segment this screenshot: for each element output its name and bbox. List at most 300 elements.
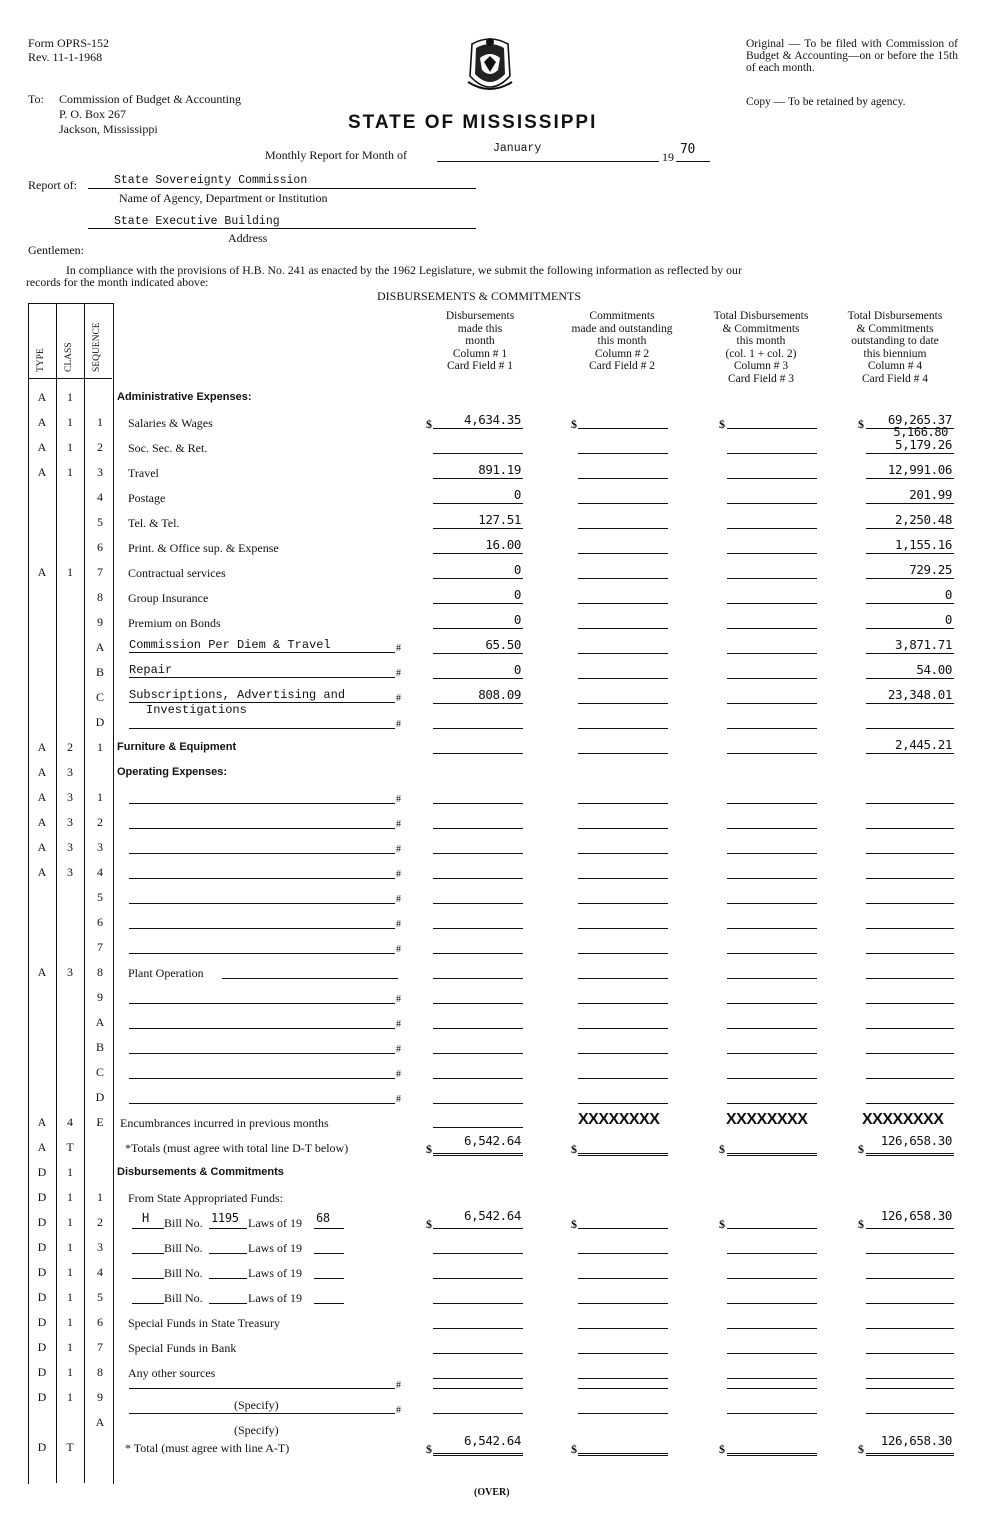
row-type: A bbox=[37, 815, 47, 829]
row-typed-label-2: Investigations bbox=[146, 703, 247, 717]
col3-h3: (col. 1 + col. 2) bbox=[725, 347, 797, 360]
row-sequence: 4 bbox=[97, 865, 103, 879]
col2-line[interactable] bbox=[578, 1028, 668, 1029]
col3-line[interactable] bbox=[727, 703, 817, 704]
col3-line[interactable] bbox=[727, 1078, 817, 1079]
col4-line[interactable] bbox=[866, 553, 954, 554]
hash-icon: # bbox=[396, 994, 401, 1005]
col3-line[interactable] bbox=[727, 1103, 817, 1104]
col1-line[interactable] bbox=[433, 453, 523, 454]
crossed-out-field: XXXXXXXX bbox=[578, 1111, 660, 1128]
address-value: State Executive Building bbox=[114, 215, 280, 228]
row-sequence: B bbox=[95, 665, 104, 679]
col3-line[interactable] bbox=[727, 1328, 817, 1329]
row-sequence: 6 bbox=[97, 540, 103, 554]
col4-line[interactable] bbox=[866, 578, 954, 579]
hash-icon: # bbox=[396, 719, 401, 730]
row-class: 1 bbox=[67, 1315, 73, 1329]
table-row bbox=[0, 386, 984, 411]
row-sequence: 6 bbox=[97, 915, 103, 929]
description-line[interactable] bbox=[129, 1053, 395, 1054]
table-row bbox=[0, 536, 984, 561]
col2-line[interactable] bbox=[578, 628, 668, 629]
col2-line[interactable] bbox=[578, 653, 668, 654]
col4-line[interactable] bbox=[866, 853, 954, 854]
col2-line[interactable] bbox=[578, 953, 668, 954]
row-type: A bbox=[37, 415, 47, 429]
specify-line[interactable] bbox=[129, 1413, 395, 1414]
col1-value: 6,542.64 bbox=[463, 1208, 521, 1223]
col2-line[interactable] bbox=[578, 1303, 668, 1304]
col1-line[interactable] bbox=[433, 1028, 523, 1029]
compliance-line2: records for the month indicated above: bbox=[26, 275, 209, 289]
col4-value: 2,445.21 bbox=[894, 737, 952, 752]
col1-line[interactable] bbox=[433, 1453, 523, 1456]
col3-line[interactable] bbox=[727, 1253, 817, 1254]
col1-value: 0 bbox=[513, 662, 521, 677]
description-line[interactable] bbox=[129, 728, 395, 729]
col1-h3: Column # 1 bbox=[452, 347, 508, 360]
row-class: 1 bbox=[67, 1190, 73, 1204]
col3-line[interactable] bbox=[727, 628, 817, 629]
col2-line[interactable] bbox=[578, 828, 668, 829]
specify-caption: (Specify) bbox=[234, 1423, 279, 1437]
col2-line[interactable] bbox=[578, 503, 668, 504]
col4-line[interactable] bbox=[866, 1328, 954, 1329]
table-row bbox=[0, 986, 984, 1011]
description-line[interactable] bbox=[129, 878, 395, 879]
description-line[interactable] bbox=[129, 903, 395, 904]
col1-line[interactable] bbox=[433, 1003, 523, 1004]
col1-line[interactable] bbox=[433, 653, 523, 654]
col4-line[interactable] bbox=[866, 478, 954, 479]
col2-line[interactable] bbox=[578, 1453, 668, 1456]
col2-line[interactable] bbox=[578, 1003, 668, 1004]
table-row bbox=[0, 711, 984, 736]
col4-line[interactable] bbox=[866, 928, 954, 929]
description-line[interactable] bbox=[129, 1103, 395, 1104]
form-revision: Rev. 11-1-1968 bbox=[28, 50, 103, 64]
row-type: D bbox=[37, 1190, 47, 1204]
col4-line[interactable] bbox=[866, 978, 954, 979]
col3-line[interactable] bbox=[727, 1388, 817, 1389]
row-sequence: 5 bbox=[97, 890, 103, 904]
table-row bbox=[0, 486, 984, 511]
description-line[interactable] bbox=[129, 677, 395, 678]
row-type: A bbox=[37, 390, 47, 404]
description-line[interactable] bbox=[129, 652, 395, 653]
col3-line[interactable] bbox=[727, 1378, 817, 1379]
address-field bbox=[88, 214, 476, 229]
compliance-line1: In compliance with the provisions of H.B. No. 241 as enacted by the 1962 Legislature, we submit the following information as reflected by our bbox=[66, 263, 742, 277]
col1-value: 6,542.64 bbox=[463, 1433, 521, 1448]
col2-line[interactable] bbox=[578, 1053, 668, 1054]
col4-line[interactable] bbox=[866, 628, 954, 629]
row-sequence: C bbox=[95, 1065, 104, 1079]
laws-label: Laws of 19 bbox=[248, 1241, 302, 1255]
col3-line[interactable] bbox=[727, 803, 817, 804]
col1-line[interactable] bbox=[433, 1328, 523, 1329]
col4-line[interactable] bbox=[866, 1303, 954, 1304]
laws-label: Laws of 19 bbox=[248, 1266, 302, 1280]
col1-line[interactable] bbox=[433, 1353, 523, 1354]
col2-line[interactable] bbox=[578, 853, 668, 854]
col3-line[interactable] bbox=[727, 953, 817, 954]
col2-line[interactable] bbox=[578, 1153, 668, 1156]
row-label: Salaries & Wages bbox=[128, 416, 213, 430]
plant-operation-line[interactable] bbox=[222, 978, 398, 979]
dollar-sign: $ bbox=[719, 1442, 725, 1456]
col1-line[interactable] bbox=[433, 953, 523, 954]
col2-line[interactable] bbox=[578, 428, 668, 429]
row-class: 1 bbox=[67, 1215, 73, 1229]
col1-line[interactable] bbox=[433, 753, 523, 754]
col1-line[interactable] bbox=[433, 678, 523, 679]
col1-line[interactable] bbox=[433, 628, 523, 629]
col2-line[interactable] bbox=[578, 803, 668, 804]
row-sequence: 6 bbox=[97, 1315, 103, 1329]
col1-line[interactable] bbox=[433, 703, 523, 704]
col4-line[interactable] bbox=[866, 1003, 954, 1004]
col4-line[interactable] bbox=[866, 753, 954, 754]
crossed-out-field: XXXXXXXX bbox=[862, 1111, 944, 1128]
col2-line[interactable] bbox=[578, 1253, 668, 1254]
col4-line[interactable] bbox=[866, 1413, 954, 1414]
col1-line[interactable] bbox=[433, 1053, 523, 1054]
col3-header bbox=[694, 310, 828, 385]
col3-line[interactable] bbox=[727, 603, 817, 604]
row-sequence: 1 bbox=[97, 740, 103, 754]
col2-line[interactable] bbox=[578, 1388, 668, 1389]
table-row bbox=[0, 786, 984, 811]
dollar-sign: $ bbox=[719, 1217, 725, 1231]
col4-line[interactable] bbox=[866, 1078, 954, 1079]
dollar-sign: $ bbox=[571, 1217, 577, 1231]
col1-line[interactable] bbox=[433, 1228, 523, 1229]
col2-line[interactable] bbox=[578, 678, 668, 679]
dollar-sign: $ bbox=[719, 417, 725, 431]
row-label: Any other sources bbox=[128, 1366, 216, 1380]
col1-line[interactable] bbox=[433, 1278, 523, 1279]
bill-prefix-line[interactable] bbox=[132, 1278, 164, 1279]
bill-prefix-line[interactable] bbox=[132, 1303, 164, 1304]
description-line[interactable] bbox=[129, 702, 395, 703]
bill-prefix-line[interactable] bbox=[132, 1253, 164, 1254]
col4-line[interactable] bbox=[866, 603, 954, 604]
col4-line[interactable] bbox=[866, 1378, 954, 1379]
col1-line[interactable] bbox=[433, 878, 523, 879]
col3-line[interactable] bbox=[727, 753, 817, 754]
col3-line[interactable] bbox=[727, 828, 817, 829]
row-class: 1 bbox=[67, 390, 73, 404]
table-row bbox=[0, 1236, 984, 1261]
description-line[interactable] bbox=[129, 953, 395, 954]
col2-line[interactable] bbox=[578, 453, 668, 454]
col4-line[interactable] bbox=[866, 503, 954, 504]
col3-line[interactable] bbox=[727, 1413, 817, 1414]
table-row bbox=[0, 811, 984, 836]
col3-line[interactable] bbox=[727, 1303, 817, 1304]
col3-line[interactable] bbox=[727, 503, 817, 504]
year-prefix: 19 bbox=[662, 150, 674, 164]
col1-line[interactable] bbox=[433, 603, 523, 604]
table-row bbox=[0, 1133, 984, 1161]
row-heading: Disbursements & Commitments bbox=[117, 1166, 284, 1178]
address-caption: Address bbox=[228, 231, 268, 245]
hash-icon: # bbox=[396, 894, 401, 905]
col1-line[interactable] bbox=[433, 853, 523, 854]
col3-h1: & Commitments bbox=[722, 322, 800, 335]
laws-year-line[interactable] bbox=[314, 1278, 344, 1279]
row-type: D bbox=[37, 1265, 47, 1279]
col3-line[interactable] bbox=[727, 553, 817, 554]
dollar-sign: $ bbox=[571, 1142, 577, 1156]
hash-icon: # bbox=[396, 794, 401, 805]
col4-line[interactable] bbox=[866, 828, 954, 829]
description-line[interactable] bbox=[129, 853, 395, 854]
col3-line[interactable] bbox=[727, 903, 817, 904]
col2-line[interactable] bbox=[578, 1078, 668, 1079]
table-row bbox=[0, 861, 984, 886]
col1-value: 6,542.64 bbox=[463, 1133, 521, 1148]
col3-line[interactable] bbox=[727, 578, 817, 579]
col4-line[interactable] bbox=[866, 453, 954, 454]
col1-line[interactable] bbox=[433, 428, 523, 429]
col3-line[interactable] bbox=[727, 1278, 817, 1279]
col1-line[interactable] bbox=[433, 828, 523, 829]
month-field bbox=[437, 142, 659, 162]
table-row bbox=[0, 1208, 984, 1236]
col3-line[interactable] bbox=[727, 1028, 817, 1029]
col3-line[interactable] bbox=[727, 928, 817, 929]
col1-line[interactable] bbox=[433, 1078, 523, 1079]
col2-line[interactable] bbox=[578, 1378, 668, 1379]
col1-line[interactable] bbox=[433, 503, 523, 504]
col2-line[interactable] bbox=[578, 603, 668, 604]
col4-value: 69,265.37 bbox=[887, 412, 952, 427]
col4-line[interactable] bbox=[866, 1228, 954, 1229]
col2-line[interactable] bbox=[578, 478, 668, 479]
col4-line[interactable] bbox=[866, 1253, 954, 1254]
col1-line[interactable] bbox=[433, 803, 523, 804]
laws-year-line[interactable] bbox=[314, 1303, 344, 1304]
col3-line[interactable] bbox=[727, 1053, 817, 1054]
col4-line[interactable] bbox=[866, 653, 954, 654]
col4-line[interactable] bbox=[866, 1278, 954, 1279]
col3-line[interactable] bbox=[727, 1353, 817, 1354]
col1-line[interactable] bbox=[433, 1378, 523, 1379]
col1-line[interactable] bbox=[433, 553, 523, 554]
table-row bbox=[0, 761, 984, 786]
col4-h4: Column # 4 bbox=[867, 360, 923, 372]
col3-line[interactable] bbox=[727, 1453, 817, 1456]
col2-line[interactable] bbox=[578, 703, 668, 704]
bill-number-line[interactable] bbox=[209, 1253, 247, 1254]
col1-line[interactable] bbox=[433, 1303, 523, 1304]
bill-number-line[interactable] bbox=[209, 1278, 247, 1279]
col3-line[interactable] bbox=[727, 1153, 817, 1156]
col1-line[interactable] bbox=[433, 1388, 523, 1389]
bill-label: Bill No. bbox=[164, 1241, 203, 1255]
col4-line[interactable] bbox=[866, 903, 954, 904]
bill-number-line[interactable] bbox=[209, 1228, 247, 1229]
description-line[interactable] bbox=[129, 803, 395, 804]
col2-line[interactable] bbox=[578, 1103, 668, 1104]
row-total-label: *Totals (must agree with total line D-T below) bbox=[125, 1141, 349, 1155]
row-class: 3 bbox=[67, 765, 73, 779]
col2-line[interactable] bbox=[578, 528, 668, 529]
table-row bbox=[0, 936, 984, 961]
table-row bbox=[0, 1261, 984, 1286]
row-class: T bbox=[66, 1140, 74, 1154]
col3-line[interactable] bbox=[727, 653, 817, 654]
dollar-sign: $ bbox=[571, 1442, 577, 1456]
col4-value: 126,658.30 bbox=[880, 1433, 952, 1448]
table-row bbox=[0, 1433, 984, 1461]
col4-line[interactable] bbox=[866, 1103, 954, 1104]
laws-year-line[interactable] bbox=[314, 1253, 344, 1254]
col4-line[interactable] bbox=[866, 1388, 954, 1389]
row-sequence: B bbox=[95, 1040, 104, 1054]
laws-label: Laws of 19 bbox=[248, 1291, 302, 1305]
bill-prefix-line[interactable] bbox=[132, 1228, 164, 1229]
col3-line[interactable] bbox=[727, 1228, 817, 1229]
specify-caption: (Specify) bbox=[234, 1398, 279, 1412]
row-label: Group Insurance bbox=[128, 591, 209, 605]
col1-line[interactable] bbox=[433, 978, 523, 979]
col4-line[interactable] bbox=[866, 1053, 954, 1054]
hash-icon: # bbox=[396, 1094, 401, 1105]
col2-h0: Commitments bbox=[589, 310, 655, 322]
col2-line[interactable] bbox=[578, 728, 668, 729]
col1-value: 0 bbox=[513, 562, 521, 577]
hash-icon: # bbox=[396, 668, 401, 679]
description-line[interactable] bbox=[129, 1003, 395, 1004]
col1-line[interactable] bbox=[433, 478, 523, 479]
col3-line[interactable] bbox=[727, 878, 817, 879]
col2-line[interactable] bbox=[578, 978, 668, 979]
col4-line[interactable] bbox=[866, 953, 954, 954]
col4-line[interactable] bbox=[866, 528, 954, 529]
col2-line[interactable] bbox=[578, 1278, 668, 1279]
row-sequence: 9 bbox=[97, 1390, 103, 1404]
col4-value: 2,250.48 bbox=[894, 512, 952, 527]
col4-line[interactable] bbox=[866, 1353, 954, 1354]
bill-number-line[interactable] bbox=[209, 1303, 247, 1304]
col1-line[interactable] bbox=[433, 1103, 523, 1104]
row-type: A bbox=[37, 465, 47, 479]
col2-h4: Card Field # 2 bbox=[588, 360, 656, 372]
row-sequence: 8 bbox=[97, 965, 103, 979]
salutation: Gentlemen: bbox=[28, 243, 84, 257]
table-row bbox=[0, 561, 984, 586]
footer-over: (OVER) bbox=[474, 1487, 510, 1498]
col4-line[interactable] bbox=[866, 1153, 954, 1156]
table-row bbox=[0, 1361, 984, 1386]
col1-h0: Disbursements bbox=[445, 310, 515, 322]
col4-line[interactable] bbox=[866, 728, 954, 729]
col2-line[interactable] bbox=[578, 578, 668, 579]
row-total-label: * Total (must agree with line A-T) bbox=[125, 1441, 290, 1455]
row-class: 1 bbox=[67, 565, 73, 579]
col4-line[interactable] bbox=[866, 803, 954, 804]
col1-h4: Card Field # 1 bbox=[446, 360, 514, 372]
col1-line[interactable] bbox=[433, 1413, 523, 1414]
description-line[interactable] bbox=[129, 1028, 395, 1029]
col3-line[interactable] bbox=[727, 1003, 817, 1004]
row-sequence: 2 bbox=[97, 1215, 103, 1229]
col2-line[interactable] bbox=[578, 878, 668, 879]
col1-line[interactable] bbox=[433, 1127, 523, 1128]
col2-line[interactable] bbox=[578, 1328, 668, 1329]
col2-line[interactable] bbox=[578, 903, 668, 904]
description-line[interactable] bbox=[129, 828, 395, 829]
row-type: A bbox=[37, 765, 47, 779]
col2-line[interactable] bbox=[578, 928, 668, 929]
code-header-rule bbox=[28, 378, 112, 379]
col1-line[interactable] bbox=[433, 1153, 523, 1156]
col4-line[interactable] bbox=[866, 1453, 954, 1456]
col4-line[interactable] bbox=[866, 878, 954, 879]
col3-line[interactable] bbox=[727, 728, 817, 729]
table-row bbox=[0, 911, 984, 936]
col1-line[interactable] bbox=[433, 903, 523, 904]
row-label: Encumbrances incurred in previous months bbox=[120, 1116, 329, 1130]
col2-line[interactable] bbox=[578, 753, 668, 754]
description-line[interactable] bbox=[129, 928, 395, 929]
row-sequence: 1 bbox=[97, 790, 103, 804]
col1-value: 4,634.35 bbox=[463, 412, 521, 427]
specify-line[interactable] bbox=[129, 1388, 395, 1389]
col3-line[interactable] bbox=[727, 978, 817, 979]
col3-line[interactable] bbox=[727, 528, 817, 529]
col1-line[interactable] bbox=[433, 528, 523, 529]
page-title: STATE OF MISSISSIPPI bbox=[348, 112, 598, 133]
col3-line[interactable] bbox=[727, 678, 817, 679]
col2-line[interactable] bbox=[578, 1228, 668, 1229]
col2-line[interactable] bbox=[578, 1413, 668, 1414]
month-value: January bbox=[493, 142, 542, 155]
col1-value: 0 bbox=[513, 487, 521, 502]
col3-line[interactable] bbox=[727, 853, 817, 854]
row-sequence: 1 bbox=[97, 1190, 103, 1204]
row-label: Premium on Bonds bbox=[128, 616, 221, 630]
col4-line[interactable] bbox=[866, 703, 954, 704]
col3-line[interactable] bbox=[727, 428, 817, 429]
col2-h2: this month bbox=[597, 335, 647, 347]
row-class: 1 bbox=[67, 1390, 73, 1404]
col1-h1: made this bbox=[457, 322, 503, 335]
row-sequence: 1 bbox=[97, 415, 103, 429]
laws-year-line[interactable] bbox=[314, 1228, 344, 1229]
col3-line[interactable] bbox=[727, 453, 817, 454]
col4-header bbox=[830, 310, 960, 385]
row-sequence: 2 bbox=[97, 815, 103, 829]
form-number: Form OPRS-152 bbox=[28, 36, 110, 50]
col2-line[interactable] bbox=[578, 1353, 668, 1354]
col1-line[interactable] bbox=[433, 578, 523, 579]
col4-line[interactable] bbox=[866, 1028, 954, 1029]
table-row bbox=[0, 1336, 984, 1361]
col4-line[interactable] bbox=[866, 678, 954, 679]
col1-line[interactable] bbox=[433, 928, 523, 929]
col1-line[interactable] bbox=[433, 728, 523, 729]
col1-line[interactable] bbox=[433, 1253, 523, 1254]
col2-line[interactable] bbox=[578, 553, 668, 554]
description-line[interactable] bbox=[129, 1078, 395, 1079]
row-sequence: A bbox=[95, 1015, 105, 1029]
col3-line[interactable] bbox=[727, 478, 817, 479]
